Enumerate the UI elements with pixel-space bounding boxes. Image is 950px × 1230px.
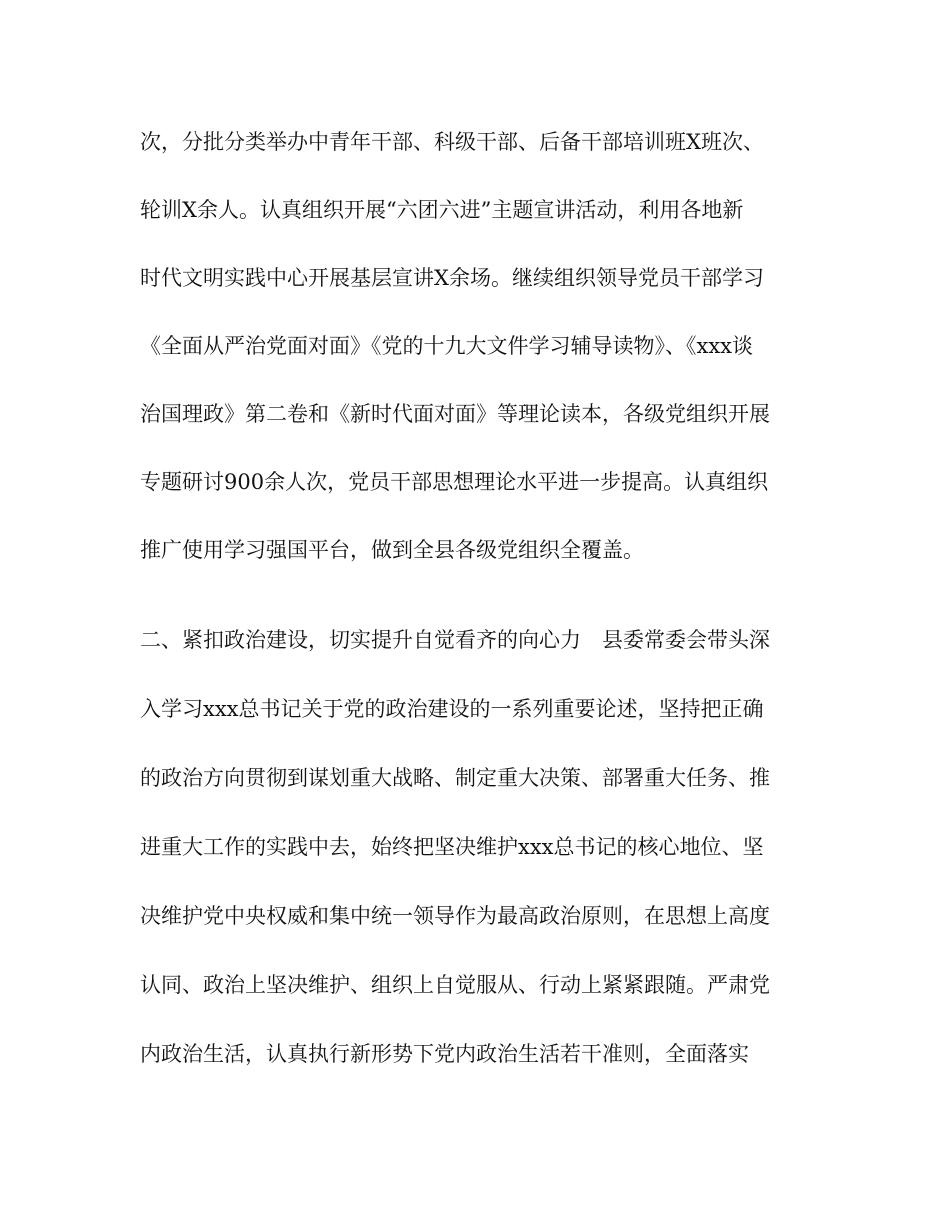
text-line: 推广使用学习强国平台，做到全县各级党组织全覆盖。 — [140, 538, 644, 562]
text-line: 决维护党中央权威和集中统一领导作为最高政治原则，在思想上高度 — [140, 904, 770, 928]
text-line: 内政治生活，认真执行新形势下党内政治生活若干准则，全面落实 — [140, 1042, 749, 1066]
section-heading-line: 二、紧扣政治建设，切实提升自觉看齐的向心力 县委常委会带头深 — [140, 628, 770, 652]
paragraph-1 — [140, 130, 820, 606]
text-line: 入学习xxx总书记关于党的政治建设的一系列重要论述，坚持把正确 — [140, 697, 764, 721]
text-line: 治国理政》第二卷和《新时代面对面》等理论读本，各级党组织开展 — [140, 402, 770, 426]
text-line: 的政治方向贯彻到谋划重大战略、制定重大决策、部署重大任务、推 — [140, 766, 770, 790]
text-line: 次，分批分类举办中青年干部、科级干部、后备干部培训班X班次、 — [140, 130, 764, 154]
text-line: 《全面从严治党面对面》《党的十九大文件学习辅导读物》、《xxx谈 — [140, 334, 754, 358]
text-line: 轮训X余人。认真组织开展“六团六进”主题宣讲活动，利用各地新 — [140, 198, 744, 222]
text-line: 时代文明实践中心开展基层宣讲X余场。继续组织领导党员干部学习 — [140, 266, 764, 290]
paragraph-2 — [140, 628, 820, 1111]
text-line: 认同、政治上坚决维护、组织上自觉服从、行动上紧紧跟随。严肃党 — [140, 973, 770, 997]
text-line: 专题研讨900余人次，党员干部思想理论水平进一步提高。认真组织 — [140, 470, 769, 494]
text-line: 进重大工作的实践中去，始终把坚决维护xxx总书记的核心地位、坚 — [140, 835, 764, 859]
